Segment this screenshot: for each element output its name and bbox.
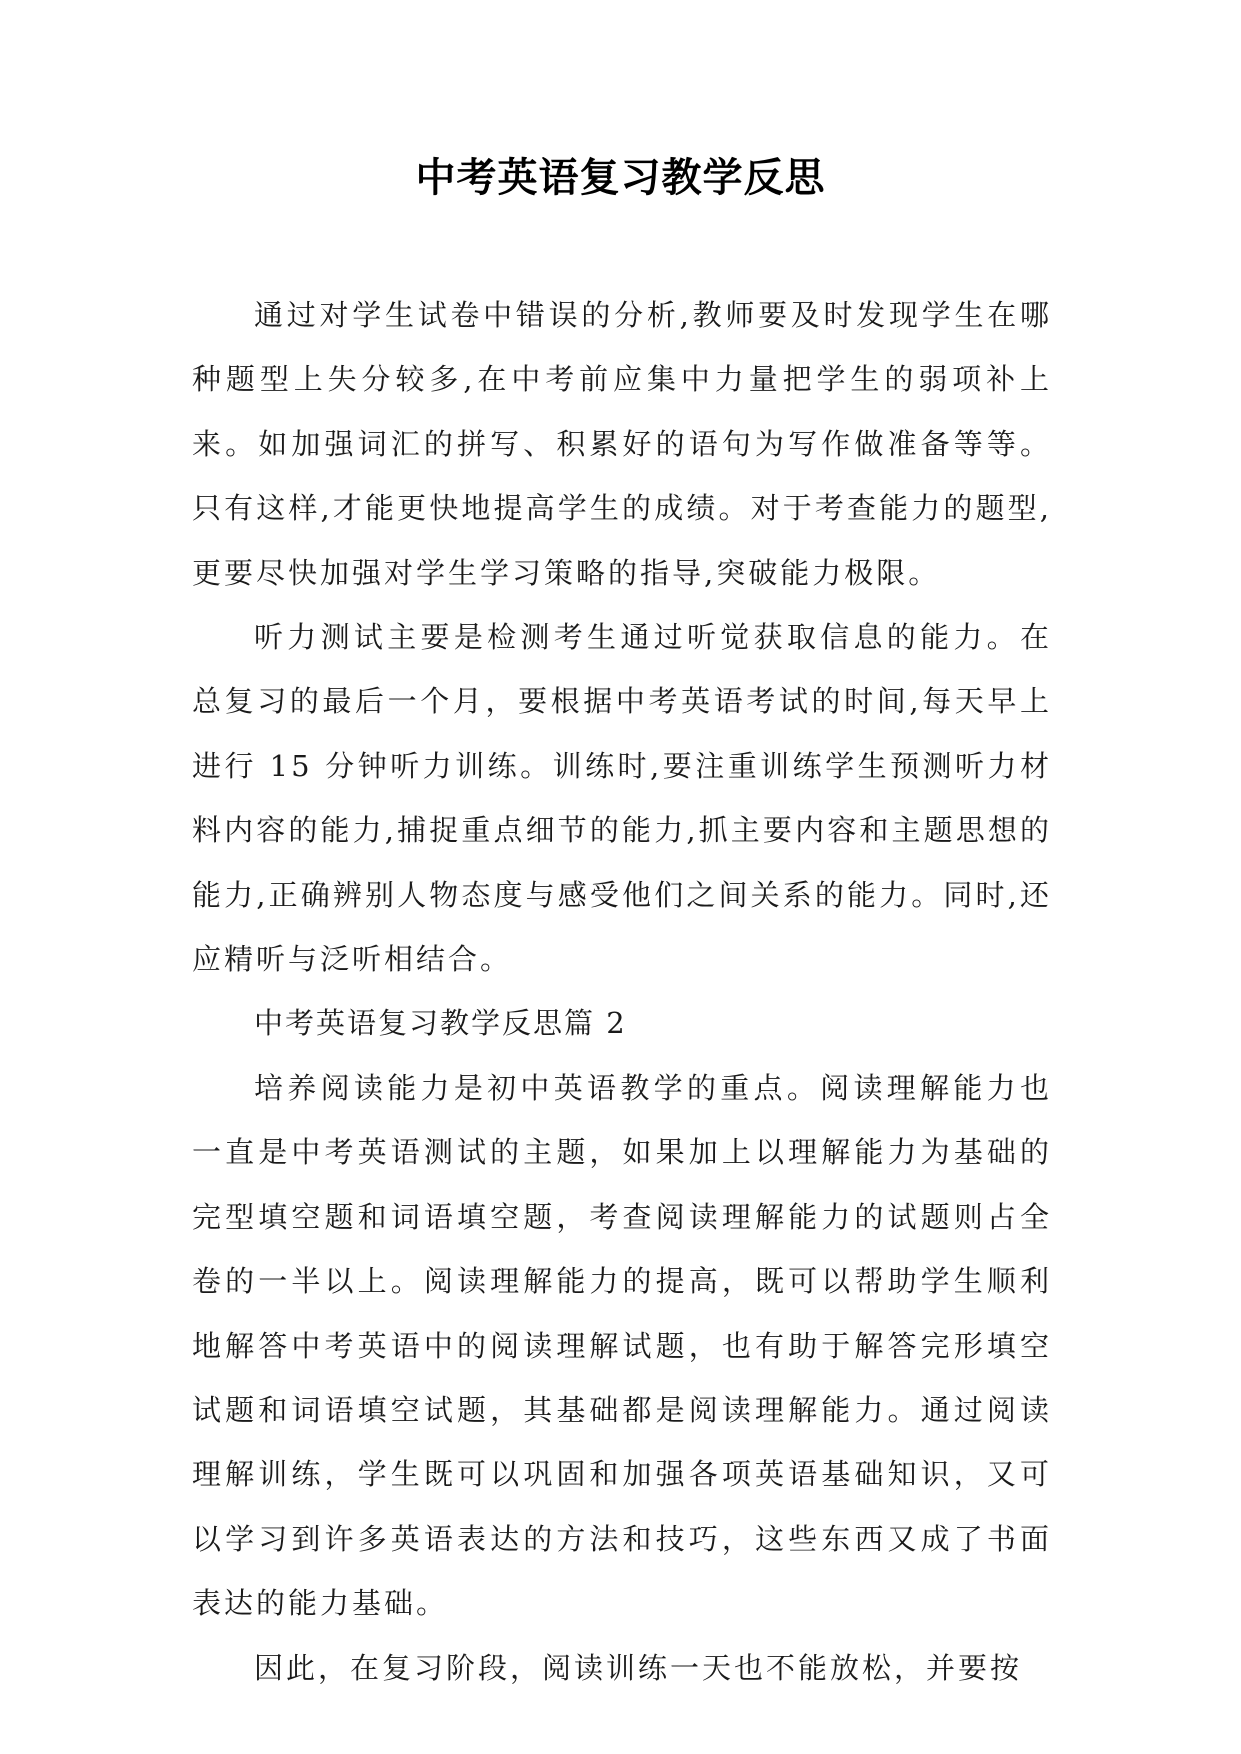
- paragraph-review-stage: 因此，在复习阶段，阅读训练一天也不能放松，并要按: [254, 1650, 1023, 1685]
- paragraph-error-analysis: 通过对学生试卷中错误的分析,教师要及时发现学生在哪种题型上失分较多,在中考前应集中力量把学生的弱项补上来。如加强词汇的拼写、积累好的语句为写作做准备等等。只有这样,才能更快地提高学生的成绩。对于考查能力的题型,更要尽快加强对学生学习策略的指导,突破能力极限。: [192, 298, 1052, 590]
- paragraph-reading-ability: 培养阅读能力是初中英语教学的重点。阅读理解能力也一直是中考英语测试的主题，如果加上以理解能力为基础的完型填空题和词语填空题，考查阅读理解能力的试题则占全卷的一半以上。阅读理解能力的提高，既可以帮助学生顺利地解答中考英语中的阅读理解试题，也有助于解答完形填空试题和词语填空试题，其基础都是阅读理解能力。通过阅读理解训练，学生既可以巩固和加强各项英语基础知识，又可以学习到许多英语表达的方法和技巧，这些东西又成了书面表达的能力基础。: [192, 1070, 1052, 1621]
- section-heading: 中考英语复习教学反思篇 2: [254, 1006, 627, 1041]
- paragraph-listening-test: 听力测试主要是检测考生通过听觉获取信息的能力。在总复习的最后一个月，要根据中考英语考试的时间,每天早上进行 15 分钟听力训练。训练时,要注重训练学生预测听力材料内容的能力,捕捉重点细节的能力,抓主要内容和主题思想的能力,正确辨别人物态度与感受他们之间关系的能力。同时,还应精听与泛听相结合。: [192, 620, 1052, 977]
- document-title: 中考英语复习教学反思: [415, 154, 826, 201]
- document-body: [192, 283, 1052, 1700]
